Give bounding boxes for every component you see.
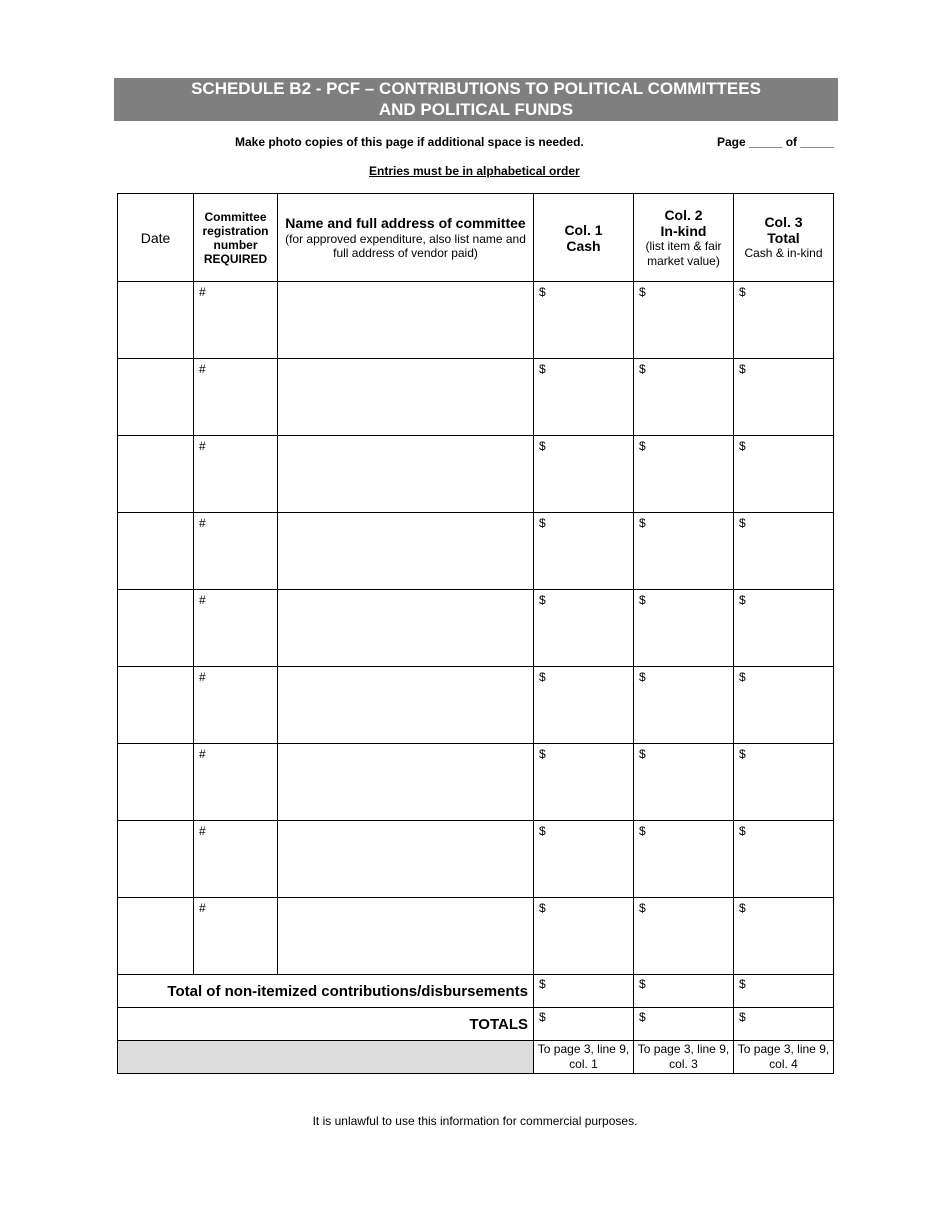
header-name-sub: (for approved expenditure, also list name and full address of vendor paid) bbox=[285, 232, 526, 260]
totals-inkind-cell[interactable] bbox=[634, 1008, 734, 1041]
date-cell[interactable] bbox=[118, 282, 194, 359]
header-row bbox=[118, 194, 834, 282]
inkind-cell[interactable] bbox=[634, 744, 734, 821]
dollar-mark: $ bbox=[639, 747, 646, 761]
dollar-mark: $ bbox=[539, 285, 546, 299]
totals-total-cell[interactable] bbox=[734, 1008, 834, 1041]
cash-cell[interactable] bbox=[534, 667, 634, 744]
hash-mark: # bbox=[199, 901, 206, 915]
date-cell[interactable] bbox=[118, 667, 194, 744]
order-note: Entries must be in alphabetical order bbox=[369, 164, 580, 178]
name-address-cell[interactable] bbox=[278, 744, 534, 821]
total-cell[interactable] bbox=[734, 513, 834, 590]
dollar-mark: $ bbox=[739, 824, 746, 838]
schedule-title bbox=[114, 78, 838, 121]
dollar-mark: $ bbox=[539, 670, 546, 684]
date-cell[interactable] bbox=[118, 359, 194, 436]
registration-cell[interactable] bbox=[194, 744, 278, 821]
dollar-mark: $ bbox=[539, 747, 546, 761]
entry-row bbox=[118, 282, 834, 359]
header-date: Date bbox=[118, 194, 194, 282]
header-col1-title: Col. 1 bbox=[564, 221, 603, 238]
inkind-cell[interactable] bbox=[634, 667, 734, 744]
to-page-col2: To page 3, line 9, col. 3 bbox=[634, 1041, 734, 1074]
totals-row bbox=[118, 1008, 834, 1041]
hash-mark: # bbox=[199, 824, 206, 838]
inkind-cell[interactable] bbox=[634, 513, 734, 590]
dollar-mark: $ bbox=[539, 977, 546, 991]
registration-cell[interactable] bbox=[194, 359, 278, 436]
hash-mark: # bbox=[199, 439, 206, 453]
header-reg-line4: REQUIRED bbox=[203, 251, 268, 266]
header-name-address bbox=[278, 194, 534, 282]
cash-cell[interactable] bbox=[534, 590, 634, 667]
dollar-mark: $ bbox=[739, 439, 746, 453]
name-address-cell[interactable] bbox=[278, 436, 534, 513]
dollar-mark: $ bbox=[539, 824, 546, 838]
registration-cell[interactable] bbox=[194, 667, 278, 744]
total-cell[interactable] bbox=[734, 821, 834, 898]
header-col3-sub: Total bbox=[767, 230, 800, 246]
dollar-mark: $ bbox=[539, 516, 546, 530]
entry-row bbox=[118, 898, 834, 975]
header-col3-note: Cash & in-kind bbox=[744, 246, 823, 260]
entry-row bbox=[118, 744, 834, 821]
header-reg-line2: registration bbox=[202, 223, 269, 238]
header-reg-line1: Committee bbox=[204, 209, 267, 224]
inkind-cell[interactable] bbox=[634, 821, 734, 898]
total-cell[interactable] bbox=[734, 359, 834, 436]
name-address-cell[interactable] bbox=[278, 590, 534, 667]
entry-row bbox=[118, 513, 834, 590]
non-itemized-row bbox=[118, 975, 834, 1008]
dollar-mark: $ bbox=[739, 670, 746, 684]
cash-cell[interactable] bbox=[534, 282, 634, 359]
hash-mark: # bbox=[199, 362, 206, 376]
dollar-mark: $ bbox=[739, 901, 746, 915]
dollar-mark: $ bbox=[739, 1010, 746, 1024]
entry-row bbox=[118, 436, 834, 513]
name-address-cell[interactable] bbox=[278, 282, 534, 359]
total-cell[interactable] bbox=[734, 590, 834, 667]
name-address-cell[interactable] bbox=[278, 667, 534, 744]
header-col3 bbox=[734, 194, 834, 282]
registration-cell[interactable] bbox=[194, 436, 278, 513]
name-address-cell[interactable] bbox=[278, 821, 534, 898]
hash-mark: # bbox=[199, 285, 206, 299]
hash-mark: # bbox=[199, 670, 206, 684]
registration-cell[interactable] bbox=[194, 513, 278, 590]
dollar-mark: $ bbox=[639, 670, 646, 684]
non-itemized-label: Total of non-itemized contributions/disbursements bbox=[118, 975, 534, 1008]
title-line-2: AND POLITICAL FUNDS bbox=[378, 100, 574, 119]
name-address-cell[interactable] bbox=[278, 513, 534, 590]
date-cell[interactable] bbox=[118, 436, 194, 513]
totals-cash-cell[interactable] bbox=[534, 1008, 634, 1041]
shaded-cell bbox=[118, 1041, 534, 1074]
to-page-col3: To page 3, line 9, col. 4 bbox=[734, 1041, 834, 1074]
hash-mark: # bbox=[199, 747, 206, 761]
name-address-cell[interactable] bbox=[278, 359, 534, 436]
dollar-mark: $ bbox=[639, 362, 646, 376]
hash-mark: # bbox=[199, 516, 206, 530]
total-cell[interactable] bbox=[734, 744, 834, 821]
total-cell[interactable] bbox=[734, 436, 834, 513]
dollar-mark: $ bbox=[639, 977, 646, 991]
hash-mark: # bbox=[199, 593, 206, 607]
header-name-title: Name and full address of committee bbox=[285, 215, 526, 231]
copies-note: Make photo copies of this page if additional space is needed. bbox=[235, 135, 584, 149]
cash-cell[interactable] bbox=[534, 359, 634, 436]
to-page-col1: To page 3, line 9, col. 1 bbox=[534, 1041, 634, 1074]
header-col2-title: Col. 2 bbox=[664, 206, 703, 223]
header-col3-title: Col. 3 bbox=[764, 214, 803, 230]
header-col1-sub: Cash bbox=[566, 237, 601, 254]
date-cell[interactable] bbox=[118, 513, 194, 590]
date-cell[interactable] bbox=[118, 590, 194, 667]
dollar-mark: $ bbox=[639, 285, 646, 299]
dollar-mark: $ bbox=[739, 593, 746, 607]
cash-cell[interactable] bbox=[534, 436, 634, 513]
header-col2-note: (list item & fair market value) bbox=[645, 238, 722, 268]
date-cell[interactable] bbox=[118, 821, 194, 898]
total-cell[interactable] bbox=[734, 282, 834, 359]
registration-cell[interactable] bbox=[194, 898, 278, 975]
date-cell[interactable] bbox=[118, 744, 194, 821]
dollar-mark: $ bbox=[539, 362, 546, 376]
dollar-mark: $ bbox=[739, 977, 746, 991]
dollar-mark: $ bbox=[739, 285, 746, 299]
total-cell[interactable] bbox=[734, 898, 834, 975]
entry-row bbox=[118, 590, 834, 667]
header-col2 bbox=[634, 194, 734, 282]
contributions-table bbox=[117, 193, 834, 1074]
dollar-mark: $ bbox=[639, 439, 646, 453]
cash-cell[interactable] bbox=[534, 898, 634, 975]
name-address-cell[interactable] bbox=[278, 898, 534, 975]
entry-row bbox=[118, 821, 834, 898]
header-col1 bbox=[534, 194, 634, 282]
header-col2-sub: In-kind bbox=[660, 222, 707, 239]
dollar-mark: $ bbox=[739, 747, 746, 761]
dollar-mark: $ bbox=[639, 1010, 646, 1024]
header-registration bbox=[194, 194, 278, 282]
cash-cell[interactable] bbox=[534, 513, 634, 590]
totals-label: TOTALS bbox=[118, 1008, 534, 1041]
entry-row bbox=[118, 667, 834, 744]
dollar-mark: $ bbox=[539, 593, 546, 607]
cash-cell[interactable] bbox=[534, 744, 634, 821]
dollar-mark: $ bbox=[539, 439, 546, 453]
dollar-mark: $ bbox=[739, 516, 746, 530]
entry-row bbox=[118, 359, 834, 436]
dollar-mark: $ bbox=[739, 362, 746, 376]
inkind-cell[interactable] bbox=[634, 359, 734, 436]
dollar-mark: $ bbox=[639, 824, 646, 838]
registration-cell[interactable] bbox=[194, 821, 278, 898]
dollar-mark: $ bbox=[639, 516, 646, 530]
header-reg-line3: number bbox=[213, 237, 258, 252]
total-cell[interactable] bbox=[734, 667, 834, 744]
dollar-mark: $ bbox=[639, 593, 646, 607]
dollar-mark: $ bbox=[639, 901, 646, 915]
dollar-mark: $ bbox=[539, 901, 546, 915]
dollar-mark: $ bbox=[539, 1010, 546, 1024]
carry-forward-row bbox=[118, 1041, 834, 1074]
inkind-cell[interactable] bbox=[634, 590, 734, 667]
registration-cell[interactable] bbox=[194, 282, 278, 359]
non-itemized-inkind-cell[interactable] bbox=[634, 975, 734, 1008]
cash-cell[interactable] bbox=[534, 821, 634, 898]
page-number-field[interactable]: Page _____ of _____ bbox=[717, 135, 834, 149]
date-cell[interactable] bbox=[118, 898, 194, 975]
inkind-cell[interactable] bbox=[634, 436, 734, 513]
non-itemized-total-cell[interactable] bbox=[734, 975, 834, 1008]
non-itemized-cash-cell[interactable] bbox=[534, 975, 634, 1008]
inkind-cell[interactable] bbox=[634, 282, 734, 359]
inkind-cell[interactable] bbox=[634, 898, 734, 975]
title-line-1: SCHEDULE B2 - PCF – CONTRIBUTIONS TO POLITICAL COMMITTEES bbox=[191, 79, 761, 98]
commercial-use-disclaimer: It is unlawful to use this information for commercial purposes. bbox=[312, 1114, 638, 1128]
registration-cell[interactable] bbox=[194, 590, 278, 667]
